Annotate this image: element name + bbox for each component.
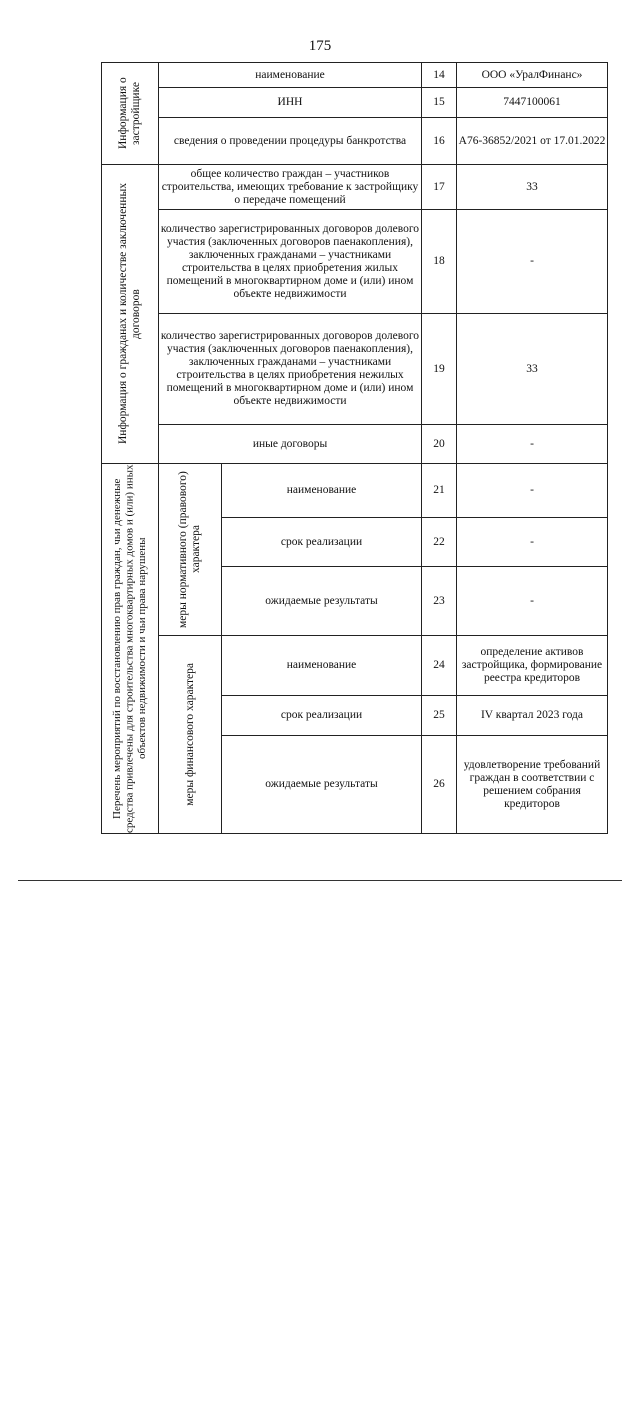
row-number: 22 (422, 518, 457, 567)
row-label: срок реализации (222, 518, 422, 567)
row-number: 17 (422, 165, 457, 210)
row-number: 14 (422, 63, 457, 88)
row-number: 21 (422, 464, 457, 518)
row-value: 7447100061 (457, 88, 608, 118)
row-number: 19 (422, 314, 457, 425)
row-number: 26 (422, 736, 457, 834)
row-value: - (457, 210, 608, 314)
group-developer-info: Информация о застройщике (102, 63, 159, 165)
table-row (102, 636, 608, 696)
row-value: - (457, 518, 608, 567)
row-number: 25 (422, 696, 457, 736)
row-label: наименование (159, 63, 422, 88)
row-value: 33 (457, 314, 608, 425)
group-normative-measures: меры нормативного (правового) характера (159, 464, 222, 636)
row-number: 20 (422, 425, 457, 464)
row-value: - (457, 464, 608, 518)
row-label: количество зарегистрированных договоров долевого участия (заключенных договоров паенакопления), заключенных гражданами – участниками строительства в целях приобретения нежилых помещений в многоквартирном доме и (или) ином объекте недвижимости (159, 314, 422, 425)
row-value: А76-36852/2021 от 17.01.2022 (457, 118, 608, 165)
group-measures-list: Перечень мероприятий по восстановлению прав граждан, чьи денежные средства привлечены для строительства многоквартирных домов и (или) иных объектов недвижимости и чьи права нарушены (102, 464, 159, 834)
row-label: ИНН (159, 88, 422, 118)
table-row (102, 165, 608, 210)
table-row (102, 63, 608, 88)
row-number: 24 (422, 636, 457, 696)
row-value: удовлетворение требований граждан в соответствии с решением собрания кредиторов (457, 736, 608, 834)
row-value: 33 (457, 165, 608, 210)
row-number: 15 (422, 88, 457, 118)
row-value: определение активов застройщика, формирование реестра кредиторов (457, 636, 608, 696)
table-row (102, 314, 608, 425)
row-label: наименование (222, 636, 422, 696)
table-row (102, 425, 608, 464)
project-info-table (101, 62, 608, 834)
table-row (102, 210, 608, 314)
row-label: срок реализации (222, 696, 422, 736)
row-label: общее количество граждан – участников строительства, имеющих требование к застройщику о передаче помещений (159, 165, 422, 210)
row-value: IV квартал 2023 года (457, 696, 608, 736)
row-value: - (457, 425, 608, 464)
group-financial-measures: меры финансового характера (159, 636, 222, 834)
page-bottom-divider (18, 880, 622, 881)
row-number: 18 (422, 210, 457, 314)
table-row (102, 464, 608, 518)
row-label: наименование (222, 464, 422, 518)
row-number: 16 (422, 118, 457, 165)
row-label: ожидаемые результаты (222, 736, 422, 834)
table-row (102, 118, 608, 165)
group-citizens-contracts: Информация о гражданах и количестве заключенных договоров (102, 165, 159, 464)
row-value: - (457, 567, 608, 636)
row-label: ожидаемые результаты (222, 567, 422, 636)
row-label: сведения о проведении процедуры банкротства (159, 118, 422, 165)
row-number: 23 (422, 567, 457, 636)
table-row (102, 88, 608, 118)
row-value: ООО «УралФинанс» (457, 63, 608, 88)
page-number: 175 (308, 38, 332, 54)
row-label: иные договоры (159, 425, 422, 464)
row-label: количество зарегистрированных договоров долевого участия (заключенных договоров паенакопления), заключенных гражданами – участниками строительства в целях приобретения жилых помещений в многоквартирном доме и (или) ином объекте недвижимости (159, 210, 422, 314)
